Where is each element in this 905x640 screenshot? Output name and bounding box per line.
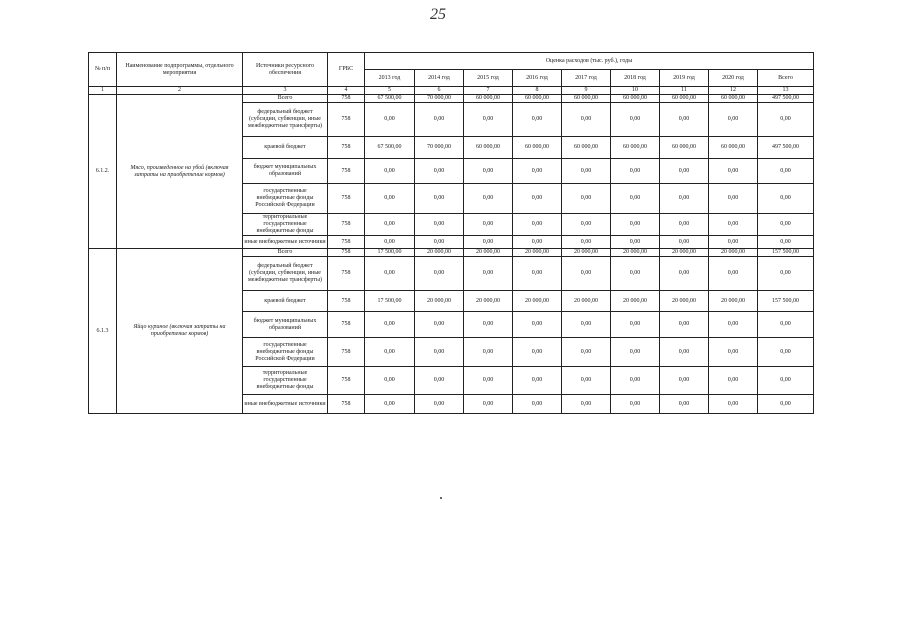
source-cell: территориальные государственные внебюджетные фонды	[243, 214, 328, 236]
value-cell: 20 000,00	[611, 291, 660, 312]
value-cell: 20 000,00	[464, 291, 513, 312]
value-cell: 0,00	[415, 395, 464, 414]
value-cell: 20 000,00	[709, 249, 758, 257]
value-cell: 60 000,00	[562, 137, 611, 159]
table-row	[89, 249, 814, 257]
grbs-cell: 758	[328, 249, 365, 257]
value-cell: 0,00	[513, 103, 562, 137]
source-cell: Всего	[243, 95, 328, 103]
value-cell: 70 000,00	[415, 137, 464, 159]
value-cell: 0,00	[365, 367, 415, 395]
value-cell: 0,00	[415, 159, 464, 184]
value-cell: 0,00	[709, 159, 758, 184]
section-number: 6.1.2.	[89, 95, 117, 249]
value-cell: 0,00	[562, 367, 611, 395]
source-cell: государственные внебюджетные фонды Российской Федерации	[243, 184, 328, 214]
value-cell: 0,00	[464, 184, 513, 214]
header-year-8: Всего	[758, 70, 814, 87]
source-cell: территориальные государственные внебюджетные фонды	[243, 367, 328, 395]
value-cell: 0,00	[709, 338, 758, 367]
header-grbs: ГРБС	[328, 53, 365, 87]
column-index-13: 13	[758, 87, 814, 95]
grbs-cell: 758	[328, 103, 365, 137]
value-cell: 20 000,00	[415, 291, 464, 312]
value-cell: 0,00	[660, 184, 709, 214]
grbs-cell: 758	[328, 312, 365, 338]
value-cell: 0,00	[464, 236, 513, 249]
value-cell: 0,00	[660, 214, 709, 236]
grbs-cell: 758	[328, 236, 365, 249]
grbs-cell: 758	[328, 257, 365, 291]
value-cell: 0,00	[611, 257, 660, 291]
value-cell: 0,00	[758, 236, 814, 249]
value-cell: 0,00	[415, 184, 464, 214]
value-cell: 0,00	[660, 159, 709, 184]
header-year-3: 2016 год	[513, 70, 562, 87]
source-cell: иные внебюджетные источники	[243, 395, 328, 414]
scan-dot	[440, 497, 442, 499]
value-cell: 0,00	[513, 257, 562, 291]
column-index-8: 8	[513, 87, 562, 95]
value-cell: 0,00	[758, 312, 814, 338]
value-cell: 0,00	[464, 312, 513, 338]
value-cell: 0,00	[464, 367, 513, 395]
value-cell: 17 500,00	[365, 249, 415, 257]
column-index-6: 6	[415, 87, 464, 95]
value-cell: 0,00	[562, 159, 611, 184]
column-index-2: 2	[117, 87, 243, 95]
header-estimate: Оценка расходов (тыс. руб.), годы	[365, 53, 814, 70]
value-cell: 0,00	[513, 236, 562, 249]
value-cell: 0,00	[611, 312, 660, 338]
value-cell: 60 000,00	[562, 95, 611, 103]
column-index-12: 12	[709, 87, 758, 95]
value-cell: 0,00	[660, 367, 709, 395]
grbs-cell: 758	[328, 395, 365, 414]
header-year-7: 2020 год	[709, 70, 758, 87]
value-cell: 20 000,00	[660, 249, 709, 257]
value-cell: 0,00	[758, 159, 814, 184]
value-cell: 0,00	[709, 214, 758, 236]
header-year-5: 2018 год	[611, 70, 660, 87]
value-cell: 0,00	[709, 103, 758, 137]
value-cell: 60 000,00	[513, 95, 562, 103]
value-cell: 0,00	[758, 184, 814, 214]
value-cell: 0,00	[464, 159, 513, 184]
source-cell: краевой бюджет	[243, 137, 328, 159]
value-cell: 20 000,00	[415, 249, 464, 257]
source-cell: федеральный бюджет (субсидии, субвенции, иные межбюджетные трансферты)	[243, 257, 328, 291]
header-source: Источники ресурсного обеспечения	[243, 53, 328, 87]
header-year-0: 2013 год	[365, 70, 415, 87]
grbs-cell: 758	[328, 214, 365, 236]
value-cell: 0,00	[562, 236, 611, 249]
value-cell: 60 000,00	[464, 137, 513, 159]
value-cell: 0,00	[415, 257, 464, 291]
value-cell: 67 500,00	[365, 137, 415, 159]
value-cell: 60 000,00	[611, 137, 660, 159]
value-cell: 0,00	[758, 103, 814, 137]
value-cell: 0,00	[709, 312, 758, 338]
header-num: № п/п	[89, 53, 117, 87]
column-index-4: 4	[328, 87, 365, 95]
value-cell: 0,00	[464, 214, 513, 236]
value-cell: 0,00	[709, 395, 758, 414]
value-cell: 0,00	[660, 395, 709, 414]
value-cell: 0,00	[464, 103, 513, 137]
grbs-cell: 758	[328, 184, 365, 214]
column-index-11: 11	[660, 87, 709, 95]
value-cell: 0,00	[660, 338, 709, 367]
value-cell: 0,00	[562, 338, 611, 367]
value-cell: 0,00	[660, 257, 709, 291]
value-cell: 0,00	[709, 257, 758, 291]
value-cell: 0,00	[611, 103, 660, 137]
value-cell: 60 000,00	[660, 137, 709, 159]
value-cell: 0,00	[562, 312, 611, 338]
value-cell: 0,00	[513, 159, 562, 184]
grbs-cell: 758	[328, 367, 365, 395]
column-index-9: 9	[562, 87, 611, 95]
header-year-4: 2017 год	[562, 70, 611, 87]
budget-table	[88, 52, 814, 414]
value-cell: 20 000,00	[513, 249, 562, 257]
value-cell: 0,00	[513, 338, 562, 367]
value-cell: 0,00	[562, 395, 611, 414]
value-cell: 0,00	[365, 338, 415, 367]
value-cell: 0,00	[562, 214, 611, 236]
source-cell: государственные внебюджетные фонды Российской Федерации	[243, 338, 328, 367]
value-cell: 0,00	[365, 257, 415, 291]
value-cell: 0,00	[365, 184, 415, 214]
value-cell: 0,00	[611, 338, 660, 367]
value-cell: 0,00	[758, 214, 814, 236]
source-cell: краевой бюджет	[243, 291, 328, 312]
value-cell: 0,00	[611, 184, 660, 214]
value-cell: 60 000,00	[464, 95, 513, 103]
value-cell: 0,00	[562, 103, 611, 137]
value-cell: 0,00	[513, 367, 562, 395]
value-cell: 0,00	[758, 257, 814, 291]
value-cell: 0,00	[415, 312, 464, 338]
value-cell: 60 000,00	[513, 137, 562, 159]
value-cell: 20 000,00	[660, 291, 709, 312]
column-index-5: 5	[365, 87, 415, 95]
column-index-1: 1	[89, 87, 117, 95]
page-number: 25	[430, 6, 446, 23]
value-cell: 0,00	[660, 236, 709, 249]
value-cell: 0,00	[415, 367, 464, 395]
value-cell: 0,00	[365, 312, 415, 338]
grbs-cell: 758	[328, 137, 365, 159]
value-cell: 60 000,00	[660, 95, 709, 103]
value-cell: 0,00	[709, 367, 758, 395]
value-cell: 0,00	[513, 395, 562, 414]
table-row	[89, 95, 814, 103]
value-cell: 0,00	[365, 236, 415, 249]
column-index-3: 3	[243, 87, 328, 95]
value-cell: 497 500,00	[758, 137, 814, 159]
value-cell: 70 000,00	[415, 95, 464, 103]
value-cell: 0,00	[660, 103, 709, 137]
value-cell: 497 500,00	[758, 95, 814, 103]
value-cell: 0,00	[415, 214, 464, 236]
value-cell: 0,00	[709, 236, 758, 249]
header-year-2: 2015 год	[464, 70, 513, 87]
value-cell: 0,00	[464, 395, 513, 414]
value-cell: 0,00	[513, 184, 562, 214]
value-cell: 20 000,00	[611, 249, 660, 257]
value-cell: 0,00	[513, 312, 562, 338]
grbs-cell: 758	[328, 95, 365, 103]
value-cell: 20 000,00	[709, 291, 758, 312]
value-cell: 0,00	[611, 214, 660, 236]
value-cell: 20 000,00	[464, 249, 513, 257]
value-cell: 0,00	[415, 236, 464, 249]
value-cell: 157 500,00	[758, 249, 814, 257]
source-cell: федеральный бюджет (субсидии, субвенции, иные межбюджетные трансферты)	[243, 103, 328, 137]
value-cell: 60 000,00	[611, 95, 660, 103]
value-cell: 60 000,00	[709, 137, 758, 159]
section-name: Мясо, произведенное на убой (включая затраты на приобретение кормов)	[117, 95, 243, 249]
value-cell: 0,00	[562, 184, 611, 214]
value-cell: 0,00	[611, 367, 660, 395]
source-cell: бюджет муниципальных образований	[243, 312, 328, 338]
value-cell: 17 500,00	[365, 291, 415, 312]
value-cell: 0,00	[365, 214, 415, 236]
value-cell: 60 000,00	[709, 95, 758, 103]
value-cell: 0,00	[365, 103, 415, 137]
value-cell: 0,00	[365, 395, 415, 414]
value-cell: 0,00	[415, 338, 464, 367]
column-index-7: 7	[464, 87, 513, 95]
value-cell: 0,00	[365, 159, 415, 184]
source-cell: иные внебюджетные источники	[243, 236, 328, 249]
value-cell: 0,00	[758, 395, 814, 414]
value-cell: 0,00	[709, 184, 758, 214]
header-year-6: 2019 год	[660, 70, 709, 87]
value-cell: 0,00	[611, 236, 660, 249]
value-cell: 0,00	[611, 395, 660, 414]
value-cell: 0,00	[464, 257, 513, 291]
value-cell: 0,00	[415, 103, 464, 137]
header-name: Наименование подпрограммы, отдельного мероприятия	[117, 53, 243, 87]
source-cell: бюджет муниципальных образований	[243, 159, 328, 184]
value-cell: 0,00	[758, 338, 814, 367]
value-cell: 20 000,00	[513, 291, 562, 312]
header-year-1: 2014 год	[415, 70, 464, 87]
grbs-cell: 758	[328, 338, 365, 367]
column-index-10: 10	[611, 87, 660, 95]
section-name: Яйцо куриное (включая затраты на приобретение кормов)	[117, 249, 243, 414]
value-cell: 20 000,00	[562, 249, 611, 257]
value-cell: 20 000,00	[562, 291, 611, 312]
value-cell: 157 500,00	[758, 291, 814, 312]
value-cell: 67 500,00	[365, 95, 415, 103]
value-cell: 0,00	[611, 159, 660, 184]
source-cell: Всего	[243, 249, 328, 257]
value-cell: 0,00	[513, 214, 562, 236]
grbs-cell: 758	[328, 291, 365, 312]
value-cell: 0,00	[758, 367, 814, 395]
section-number: 6.1.3	[89, 249, 117, 414]
value-cell: 0,00	[660, 312, 709, 338]
value-cell: 0,00	[562, 257, 611, 291]
grbs-cell: 758	[328, 159, 365, 184]
value-cell: 0,00	[464, 338, 513, 367]
